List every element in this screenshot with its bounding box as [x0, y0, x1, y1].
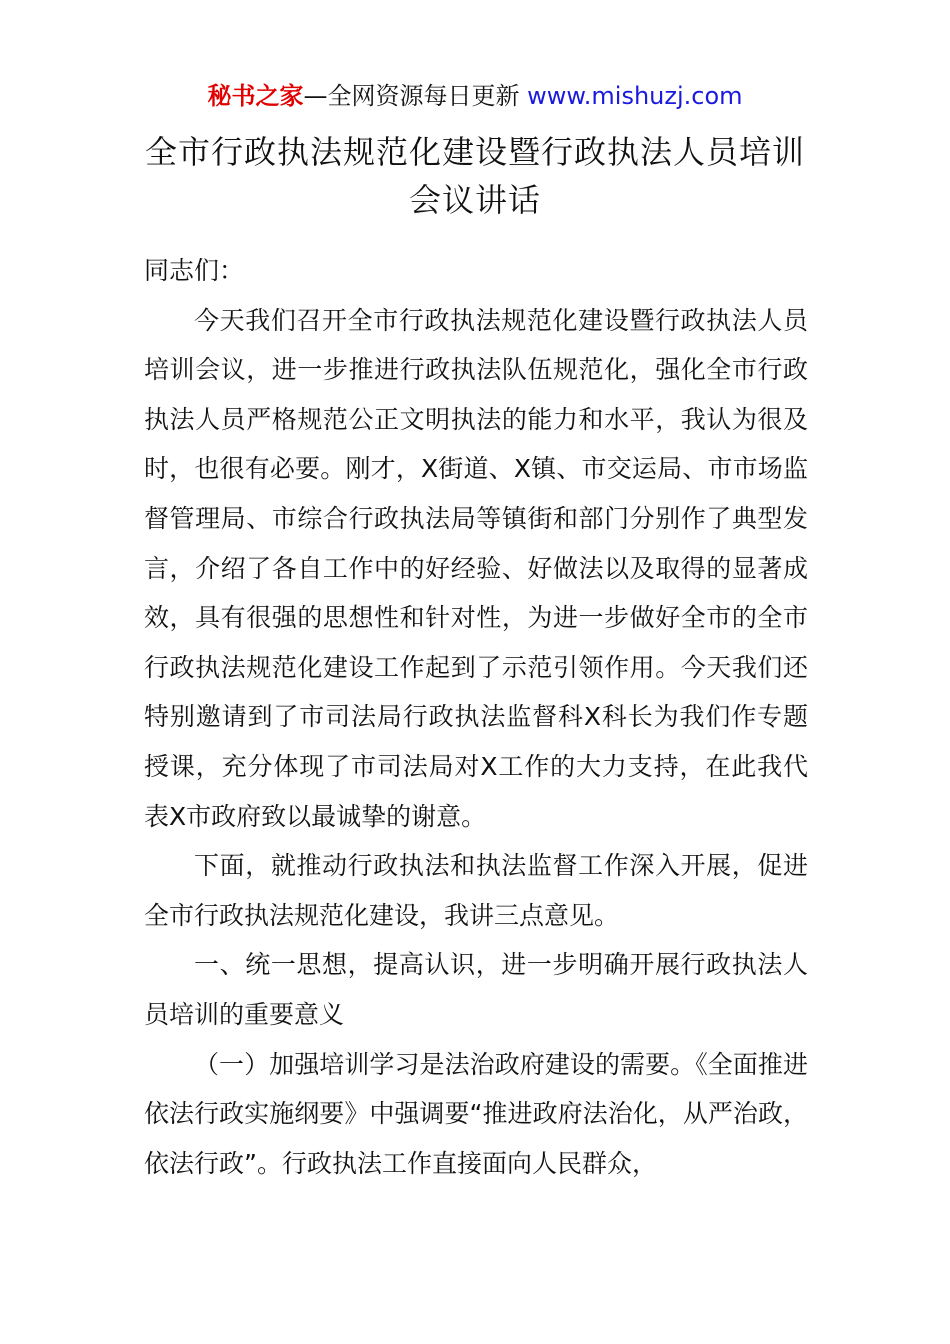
document-title-line-2: 会议讲话	[408, 181, 541, 219]
document-body	[144, 246, 808, 1188]
banner-brand: 秘书之家	[207, 82, 304, 110]
paragraph-opening: 今天我们召开全市行政执法规范化建设暨行政执法人员培训会议，进一步推进行政执法队伍规范化，强化全市行政执法人员严格规范公正文明执法的能力和水平，我认为很及时，也很有必要。刚才，X街道、X镇、市交运局、市市场监督管理局、市综合行政执法局等镇街和部门分别作了典型发言，介绍了各自工作中的好经验、好做法以及取得的显著成效，具有很强的思想性和针对性，为进一步做好全市的全市行政执法规范化建设工作起到了示范引领作用。今天我们还特别邀请到了市司法局行政执法监督科X科长为我们作专题授课，充分体现了市司法局对X工作的大力支持，在此我代表X市政府致以最诚挚的谢意。	[144, 305, 808, 831]
banner-url-link[interactable]: www.mishuzj.com	[527, 82, 743, 110]
document-title	[120, 128, 830, 224]
salutation: 同志们：	[144, 256, 245, 285]
banner-tagline: —全网资源每日更新	[303, 82, 528, 110]
paragraph-intro: 下面，就推动行政执法和执法监督工作深入开展，促进全市行政执法规范化建设，我讲三点意见。	[144, 851, 808, 930]
paragraph-subsection-1: （一）加强培训学习是法治政府建设的需要。《全面推进依法行政实施纲要》中强调要“推进政府法治化，从严治政，依法行政”。行政执法工作直接面向人民群众，	[144, 1049, 808, 1178]
document-title-line-1: 全市行政执法规范化建设暨行政执法人员培训	[144, 133, 805, 171]
section-heading-1: 一、统一思想，提高认识，进一步明确开展行政执法人员培训的重要意义	[144, 950, 808, 1029]
site-banner	[0, 80, 950, 112]
